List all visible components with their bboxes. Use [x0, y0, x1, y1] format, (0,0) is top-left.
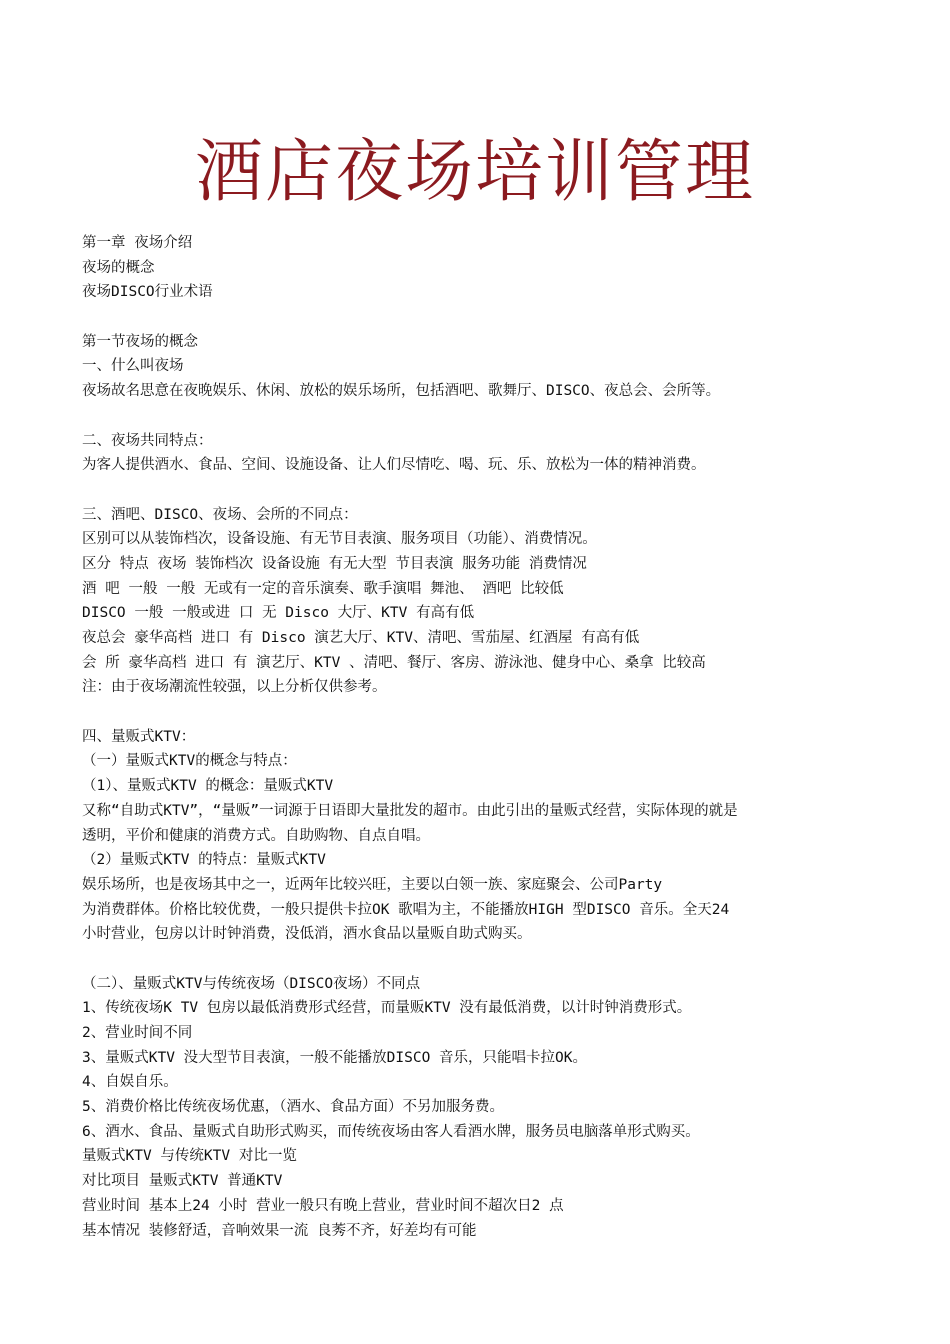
document-body — [82, 231, 882, 1243]
text-line: 会 所 豪华高档 进口 有 演艺厅、KTV 、清吧、餐厅、客房、游泳池、健身中心、桑拿 比较高 — [82, 654, 706, 671]
text-line: （二）、量贩式KTV与传统夜场（DISCO夜场）不同点 — [82, 975, 421, 992]
text-line: 四、量贩式KTV： — [82, 728, 196, 745]
text-line: 第一章 夜场介绍 — [82, 235, 193, 251]
text-line: 2、营业时间不同 — [82, 1025, 193, 1041]
blank-line — [82, 478, 882, 503]
text-line: 夜场DISCO行业术语 — [82, 284, 213, 301]
text-line: （1）、量贩式KTV 的概念：量贩式KTV — [82, 778, 334, 795]
blank-line — [82, 947, 882, 972]
text-line: 娱乐场所，也是夜场其中之一，近两年比较兴旺，主要以白领一族、家庭聚会、公司Party — [82, 876, 663, 893]
text-line: （2）量贩式KTV 的特点：量贩式KTV — [82, 852, 326, 869]
text-line: 3、量贩式KTV 没大型节目表演，一般不能播放DISCO 音乐，只能唱卡拉OK。 — [82, 1049, 587, 1066]
text-line: （一）量贩式KTV的概念与特点： — [82, 753, 297, 770]
text-line: 三、酒吧、DISCO、夜场、会所的不同点： — [82, 506, 358, 523]
text-line: 透明，平价和健康的消费方式。自助购物、自点自唱。 — [82, 827, 430, 844]
text-line: 区分 特点 夜场 装饰档次 设备设施 有无大型 节目表演 服务功能 消费情况 — [82, 555, 587, 572]
text-line: 5、消费价格比传统夜场优惠，（酒水、食品方面）不另加服务费。 — [82, 1099, 504, 1116]
text-line: 酒 吧 一般 一般 无或有一定的音乐演奏、歌手演唱 舞池、 酒吧 比较低 — [82, 580, 564, 597]
blank-line — [82, 404, 882, 429]
text-line: 为消费群体。价格比较优费，一般只提供卡拉OK 歌唱为主，不能播放HIGH 型DISCO 音乐。全天24 — [82, 901, 730, 918]
text-line: 一、什么叫夜场 — [82, 358, 184, 375]
text-line: 量贩式KTV 与传统KTV 对比一览 — [82, 1148, 297, 1165]
text-line: 对比项目 量贩式KTV 普通KTV — [82, 1173, 283, 1190]
text-line: 又称“自助式KTV”，“量贩”一词源于日语即大量批发的超市。由此引出的量贩式经营，实际体现的就是 — [82, 802, 738, 819]
text-line: 区别可以从装饰档次，设备设施、有无节目表演、服务项目（功能）、消费情况。 — [82, 531, 597, 548]
text-line: 夜场故名思意在夜晚娱乐、休闲、放松的娱乐场所，包括酒吧、歌舞厅、DISCO、夜总会、会所等。 — [82, 383, 721, 400]
text-line: 4、自娱自乐。 — [82, 1074, 178, 1091]
text-line: 夜场的概念 — [82, 259, 155, 276]
text-line: 小时营业，包房以计时钟消费，没低消，酒水食品以量贩自助式购买。 — [82, 926, 532, 943]
blank-line — [82, 305, 882, 330]
text-line: 二、夜场共同特点： — [82, 432, 213, 449]
text-line: DISCO 一般 一般或进 口 无 Disco 大厅、KTV 有高有低 — [82, 605, 475, 622]
document-title: 酒店夜场培训管理 — [194, 133, 755, 212]
text-line: 营业时间 基本上24 小时 营业一般只有晚上营业，营业时间不超次日2 点 — [82, 1197, 564, 1214]
text-line: 6、酒水、食品、量贩式自助形式购买，而传统夜场由客人看酒水牌，服务员电脑落单形式购买。 — [82, 1123, 700, 1140]
text-line: 为客人提供酒水、食品、空间、设施设备、让人们尽情吃、喝、玩、乐、放松为一体的精神消费。 — [82, 457, 706, 474]
text-line: 夜总会 豪华高档 进口 有 Disco 演艺大厅、KTV、清吧、雪茄屋、红酒屋 有高有低 — [82, 630, 640, 646]
text-line: 基本情况 装修舒适，音响效果一流 良莠不齐，好差均有可能 — [82, 1222, 477, 1239]
text-line: 注：由于夜场潮流性较强，以上分析仅供参考。 — [82, 679, 387, 696]
blank-line — [82, 700, 882, 725]
text-line: 第一节夜场的概念 — [82, 333, 198, 350]
text-line: 1、传统夜场K TV 包房以最低消费形式经营，而量贩KTV 没有最低消费，以计时钟消费形式。 — [82, 1000, 692, 1017]
